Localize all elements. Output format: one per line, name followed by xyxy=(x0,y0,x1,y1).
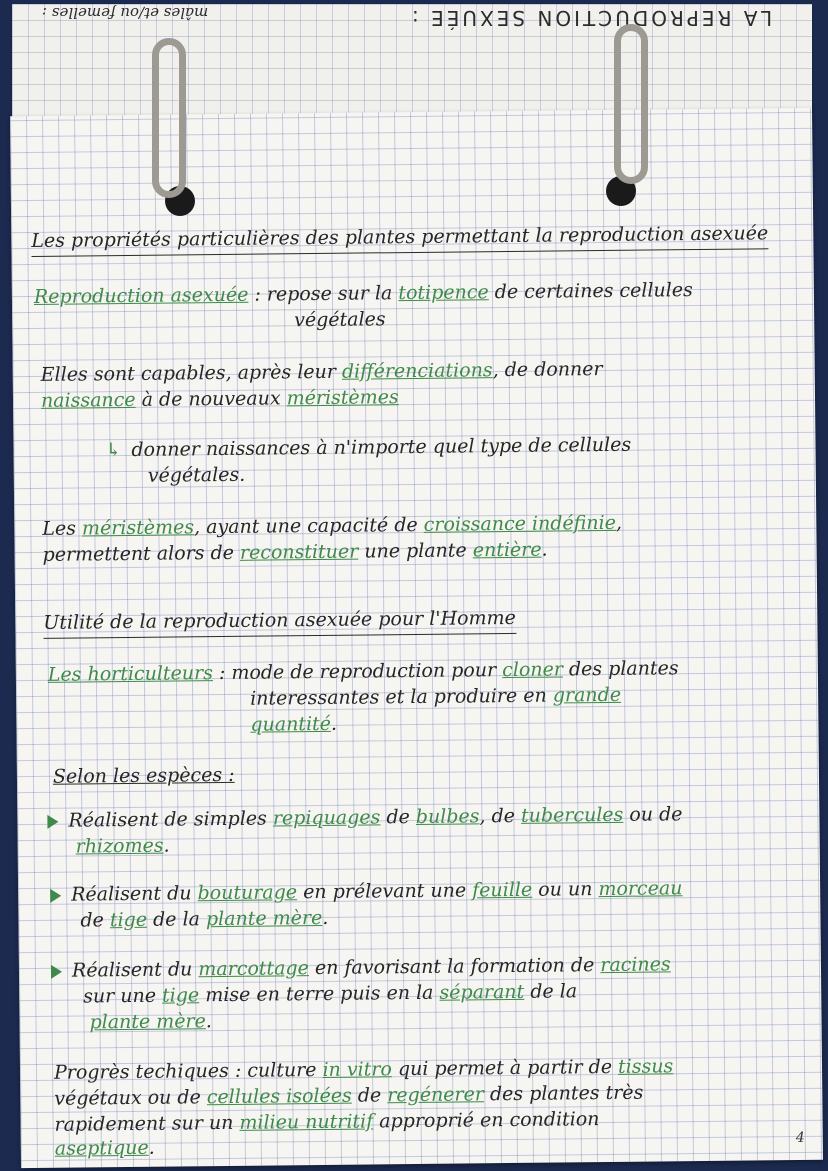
section2-p1-line1: Les horticulteurs : mode de reproduction pour cloner des plantes xyxy=(47,657,679,686)
term-reconstituer: reconstituer xyxy=(239,540,359,564)
section1-p2-line1: Elles sont capables, après leur différenciations, de donner xyxy=(40,358,603,386)
bullet1-line2: rhizomes. xyxy=(75,834,170,858)
section1-p1-line2: végétales xyxy=(294,308,386,332)
term-tige-2: tige xyxy=(161,984,200,1007)
section1-p1-line1: Reproduction asexuée : repose sur la totipence de certaines cellules xyxy=(33,279,693,308)
term-milieu-nutritif: milieu nutritif xyxy=(239,1110,374,1134)
term-feuille: feuille xyxy=(472,878,533,902)
term-cellules-isolees: cellules isolées xyxy=(206,1084,352,1109)
section2-p1-line3: quantité. xyxy=(250,712,338,736)
section2-p3-line4: aseptique. xyxy=(54,1136,155,1160)
term-meristemes-2: méristèmes xyxy=(81,516,195,540)
previous-page-subtitle: mâles et/ou femelles : xyxy=(42,4,209,22)
binder-ring-left xyxy=(152,38,186,198)
term-differenciations: différenciations xyxy=(341,359,493,383)
term-regenerer: regénerer xyxy=(387,1083,485,1107)
bullet3-line1: Réalisent du marcottage en favorisant la formation de racines xyxy=(51,951,671,983)
section2-p3-line1: Progrès techiques : culture in vitro qui permet à partir de tissus xyxy=(53,1055,674,1084)
term-bouturage: bouturage xyxy=(197,881,298,905)
section2-p3-line3: rapidement sur un milieu nutritif approprié en condition xyxy=(54,1108,600,1136)
term-tige: tige xyxy=(109,908,148,932)
term-grande: grande xyxy=(552,683,622,707)
binder-ring-right xyxy=(614,24,648,184)
bullet1-line1: Réalisent de simples repiquages de bulbes, de tubercules ou de xyxy=(47,801,682,834)
term-quantite: quantité xyxy=(250,712,332,736)
term-rhizomes: rhizomes xyxy=(75,834,164,858)
term-tubercules: tubercules xyxy=(520,803,624,827)
term-entiere: entière xyxy=(472,538,542,562)
section1-p3-line1: ↳ donner naissances à n'importe quel type de cellules xyxy=(105,433,632,462)
triangle-bullet-icon xyxy=(47,815,58,829)
term-naissance: naissance xyxy=(40,388,136,412)
bullet3-line2: sur une tige mise en terre puis en la séparant de la xyxy=(83,980,578,1008)
term-repiquages: repiquages xyxy=(272,806,381,830)
term-cloner: cloner xyxy=(502,658,564,682)
section1-p2-line2: naissance à de nouveaux méristèmes xyxy=(40,386,399,412)
triangle-bullet-icon xyxy=(50,889,61,903)
term-horticulteurs: Les horticulteurs xyxy=(47,662,214,686)
term-tissus: tissus xyxy=(617,1055,674,1078)
term-aseptique: aseptique xyxy=(54,1136,149,1160)
term-separant: séparant xyxy=(439,980,525,1004)
section2-p3-line2: végétaux ou de cellules isolées de regénerer des plantes très xyxy=(54,1081,644,1110)
term-meristemes: méristèmes xyxy=(286,386,399,410)
term-reproduction-asexuee: Reproduction asexuée xyxy=(33,283,249,308)
section2-selon-especes: Selon les espèces : xyxy=(52,763,235,788)
term-croissance-indefinie: croissance indéfinie xyxy=(423,511,617,536)
previous-page-title: LA REPRODUCTION SEXUÉE : xyxy=(408,6,772,30)
page-number: 4 xyxy=(795,1129,805,1147)
term-marcottage: marcottage xyxy=(198,957,309,981)
section1-p4-line1: Les méristèmes, ayant une capacité de croissance indéfinie, xyxy=(42,511,623,540)
section2-heading: Utilité de la reproduction asexuée pour l'Homme xyxy=(43,605,516,639)
arrow-icon: ↳ xyxy=(105,439,122,462)
term-racines: racines xyxy=(600,953,671,977)
section2-p1-line2: interessantes et la produire en grande xyxy=(250,683,622,710)
term-totipotence: totipence xyxy=(398,281,489,305)
triangle-bullet-icon xyxy=(51,965,62,979)
term-morceau: morceau xyxy=(598,877,683,901)
section1-heading: Les propriétés particulières des plantes permettant la reproduction asexuée xyxy=(31,220,768,257)
term-in-vitro: in vitro xyxy=(322,1058,392,1081)
section1-p3-line2: végétales. xyxy=(147,463,246,487)
section1-p4-line2: permettent alors de reconstituer une plante entière. xyxy=(42,538,548,566)
notebook-page xyxy=(10,108,823,1168)
term-bulbes: bulbes xyxy=(415,805,480,828)
term-plante-mere-2: plante mère xyxy=(89,1010,206,1034)
bullet2-line1: Réalisent du bouturage en prélevant une feuille ou un morceau xyxy=(50,875,683,908)
term-plante-mere: plante mère xyxy=(205,906,323,931)
bullet2-line2: de tige de la plante mère. xyxy=(80,906,329,932)
bullet3-line3: plante mère. xyxy=(89,1010,212,1034)
